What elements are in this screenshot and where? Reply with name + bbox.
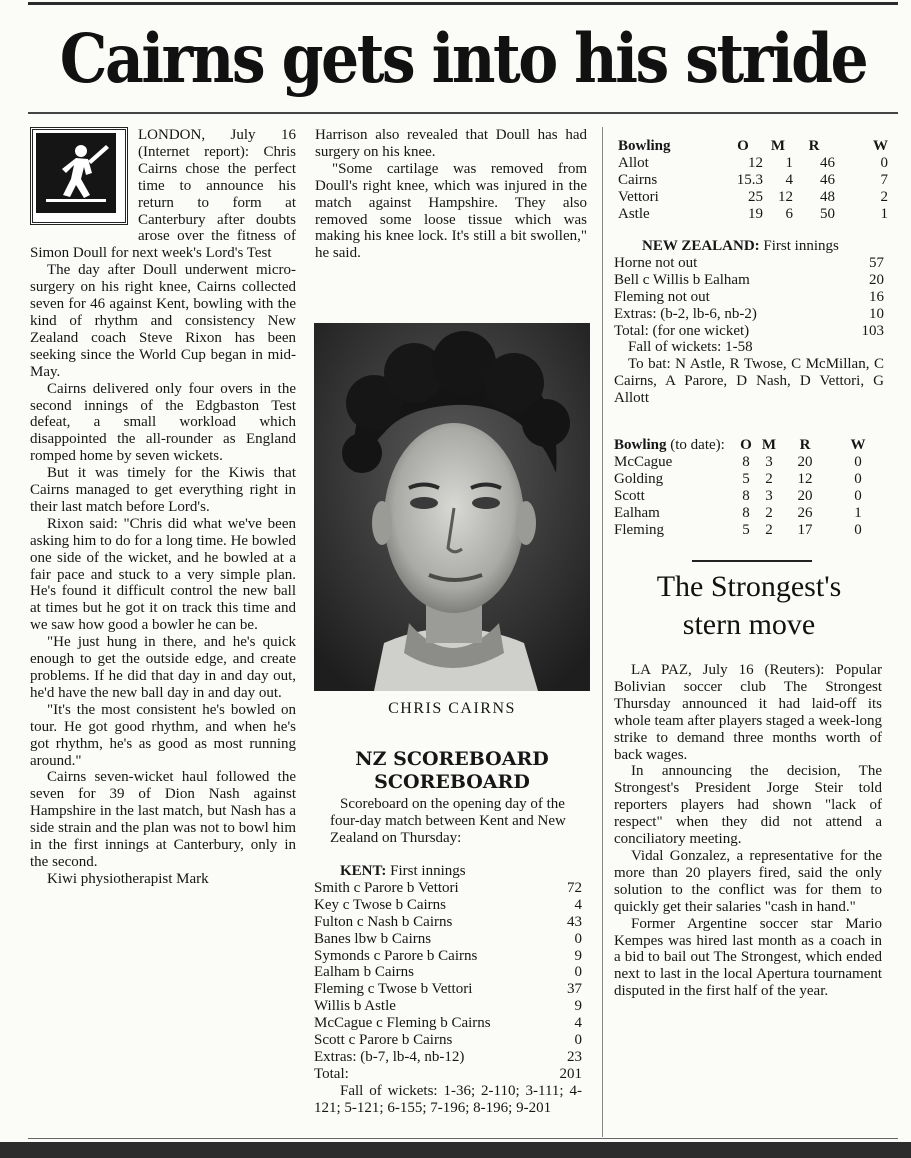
bowling-header-suffix: (to date): [670,437,725,453]
kent-team-label: KENT: [340,863,387,879]
overs: 5 [742,521,750,538]
total-label: Total: (for one wicket) [614,322,750,339]
nz-team-label: NEW ZEALAND: [642,238,760,254]
maidens: 2 [765,504,773,521]
nz-to-bat: To bat: N Astle, R Twose, C McMillan, C Cairns, A Parore, D Nash, D Vettori, G Allott [614,356,884,407]
article-paragraph: LONDON, July 16 (Internet report): Chris Cairns chose the perfect time to announce his return to form at Canterbury after doubts arose over the fitness of Simon Doull for next week's Lord's Test [30,127,296,262]
article-paragraph: Cairns seven-wicket haul followed the seven for 39 of Dion Nash against Hampshire in the last match, but Nash has a side strain and the plan was not to bowl him in the first innings at Canterbury, only in the second. [30,769,296,870]
total-label: Total: [314,1065,349,1082]
nz-fall-of-wickets: Fall of wickets: 1-58 [628,339,753,356]
total-row [614,323,884,340]
batsman-runs: 4 [574,1015,582,1032]
portrait-image [314,323,590,691]
maidens: 2 [765,470,773,487]
scoreboard-intro-text: Scoreboard on the opening day of the four-day match between Kent and New Zealand on Thursday: [330,796,566,846]
batsman-runs: 0 [574,930,582,947]
batting-row [314,897,582,914]
batsman-name: Bell c Willis b Ealham [614,271,750,288]
batting-row [314,948,582,965]
article-paragraph: Cairns delivered only four overs in the second innings of the Edgbaston Test defeat, a small workload which disappointed the all-rounder as England romped home by seven wickets. [30,380,296,465]
bowling-row [614,454,886,471]
article-paragraph: "He just hung in there, and he's quick enough to get the outside edge, and create problems. If he did that day in and day out, he'd have the new ball day in and day out. [30,634,296,701]
total-runs: 201 [559,1065,582,1082]
cricket-logo [30,127,128,225]
side-story-headline [606,568,892,644]
overs: 8 [742,504,750,521]
maidens: 3 [765,453,773,470]
wickets: 1 [880,205,888,222]
maidens: 1 [785,154,793,171]
extras-label: Extras: (b-7, lb-4, nb-12) [314,1048,465,1065]
batsman-runs: 4 [574,896,582,913]
batsman-name: Scott c Parore b Cairns [314,1032,453,1049]
batsman-name: Fleming not out [614,288,710,305]
side-story-headline-line: stern move [682,608,816,641]
batting-row [314,981,582,998]
bowling-header-cell [614,437,734,454]
bowler-name: Allot [618,154,649,171]
bowler-name: Scott [614,487,645,504]
batting-row [314,1015,582,1032]
player-photo [314,323,590,691]
bowling-row [614,505,886,522]
batsman-runs: 0 [574,1032,582,1049]
total-runs: 103 [861,322,884,339]
bowling-header-row [618,138,888,155]
batsman-name: Symonds c Parore b Cairns [314,947,478,964]
batsman-name: Banes lbw b Cairns [314,930,432,947]
bowling-row [614,488,886,505]
wickets: 0 [854,453,862,470]
bowler-name: Fleming [614,521,665,538]
batsman-icon [36,133,116,213]
bowler-name: Cairns [618,171,658,188]
batting-row [614,272,884,289]
runs-conceded: 26 [797,504,813,521]
bowling-row [614,522,886,539]
bowling-header-cell: W [873,138,888,154]
batting-row [314,931,582,948]
overs: 15.3 [736,171,763,188]
bowling-header-cell: M [770,138,786,154]
overs: 8 [742,487,750,504]
article-paragraph: "Some cartilage was removed from Doull's right knee, which was injured in the match against Hampshire. They also removed some loose tissue which was making his knee lock. It's still a bit swollen," he said. [315,160,587,262]
bowler-name: Ealham [614,504,660,521]
bowling-header-cell: R [799,437,811,453]
overs: 5 [742,470,750,487]
side-story-paragraph: Former Argentine soccer star Mario Kempes was hired last month as a coach in a bid to bail out The Strongest, which ended next to last in the local Apertura tournament disputed in the first half of the year. [614,915,882,1000]
bowling-header-cell: O [737,138,749,154]
batsman-name: Smith c Parore b Vettori [314,879,459,896]
wickets: 0 [854,521,862,538]
bowler-name: Golding [614,470,664,487]
wickets: 7 [880,171,888,188]
runs-conceded: 17 [797,521,813,538]
bottom-rule [28,1138,898,1139]
batting-row [614,289,884,306]
runs-conceded: 12 [797,470,813,487]
nz-innings-label: First innings [763,238,839,254]
wickets: 0 [854,470,862,487]
side-story-paragraph: In announcing the decision, The Strongest's President Jorge Steir told reporters players had shown "lack of respect" when they did not attend a conciliatory meeting. [614,763,882,848]
batting-row [314,964,582,981]
overs: 25 [748,188,763,205]
batsman-runs: 0 [574,964,582,981]
article-paragraph: Kiwi physiotherapist Mark [47,870,209,887]
wickets: 1 [854,504,862,521]
bowling-table-kent [614,437,886,538]
headline-rule [28,112,898,114]
bowling-header-cell: R [808,138,820,154]
extras-runs: 10 [869,305,884,322]
bowling-row [618,172,888,189]
overs: 19 [748,205,763,222]
batsman-runs: 9 [574,947,582,964]
scoreboard-title [314,748,590,794]
story-divider [692,560,812,562]
scoreboard-title-line: NZ SCOREBOARD [355,748,549,770]
maidens: 12 [778,188,793,205]
batsman-name: Ealham b Cairns [314,964,414,981]
scoreboard-title-line: SCOREBOARD [374,771,530,793]
article-paragraph: Rixon said: "Chris did what we've been asking him to do for a long time. He bowled one side of the wicket, and he bowled at a fair pace and stuck to a very simple plan. He's found it difficult control the new ball at times but he got it on track this time and we saw how good a bowler he can be. [30,515,296,634]
runs-conceded: 20 [797,453,813,470]
nz-innings [614,238,884,407]
bowling-table-nz [618,138,888,223]
batsman-runs: 37 [567,981,582,998]
batsman-runs: 57 [869,254,884,271]
wickets: 0 [854,487,862,504]
bowler-name: Astle [618,205,650,222]
bowling-row [618,206,888,223]
top-rule [28,2,898,5]
batting-row [314,914,582,931]
bowling-header-cell: Bowling [618,138,671,154]
article-paragraph: But it was timely for the Kiwis that Cairns managed to get everything right in their last match before Lord's. [30,465,296,515]
batting-row [314,880,582,897]
extras-row [614,306,884,323]
next-article-strip [0,1142,911,1158]
batsman-runs: 9 [574,998,582,1015]
bowling-header-cell: M [761,437,777,453]
extras-row [314,1049,582,1066]
bowling-header-cell: W [850,437,866,453]
runs-conceded: 46 [820,171,835,188]
batsman-name: Fulton c Nash b Cairns [314,913,453,930]
bowling-header-cell: O [740,437,752,453]
batting-row [314,1032,582,1049]
batsman-runs: 72 [567,879,582,896]
kent-innings [314,863,582,1117]
bowler-name: Vettori [618,188,659,205]
bowling-header-label: Bowling [614,437,667,453]
batsman-runs: 20 [869,271,884,288]
batting-row [614,255,884,272]
runs-conceded: 46 [820,154,835,171]
runs-conceded: 50 [820,205,835,222]
photo-caption: CHRIS CAIRNS [388,700,516,717]
maidens: 2 [765,521,773,538]
batsman-runs: 43 [567,913,582,930]
batsman-name: Willis b Astle [314,998,396,1015]
nz-innings-header [614,238,884,255]
article-column-1 [30,127,296,888]
bowling-header-row [614,437,886,454]
side-story-body [614,662,882,1000]
headline: Cairns gets into his stride [59,20,867,99]
overs: 8 [742,453,750,470]
batsman-name: Fleming c Twose b Vettori [314,981,473,998]
bowling-row [614,471,886,488]
article-paragraph: "It's the most consistent he's bowled on tour. He got good rhythm, and when he's got rhythm, he's as good as most running around." [30,701,296,769]
side-story-paragraph: Vidal Gonzalez, a representative for the more than 20 players fired, said the only solution to the conflict was for them to quickly get their salaries "cash in hand." [614,847,882,915]
maidens: 4 [785,171,793,188]
maidens: 6 [785,205,793,222]
batsman-name: Horne not out [614,254,698,271]
bowler-name: McCague [614,453,673,470]
batting-row [314,998,582,1015]
scoreboard-intro [330,796,588,847]
article-paragraph: Harrison also revealed that Doull has had surgery on his knee. [315,127,587,160]
batsman-runs: 16 [869,288,884,305]
bowling-row [618,189,888,206]
total-row [314,1066,582,1083]
kent-innings-label: First innings [390,863,466,879]
article-column-2 [315,127,587,262]
kent-fall-of-wickets: Fall of wickets: 1-36; 2-110; 3-111; 4-121; 5-121; 6-155; 7-196; 8-196; 9-201 [314,1082,582,1116]
bowling-row [618,155,888,172]
batsman-name: McCague c Fleming b Cairns [314,1015,491,1032]
side-story-paragraph: LA PAZ, July 16 (Reuters): Popular Bolivian soccer club The Strongest Thursday announced it had laid-off its whole team after players staged a week-long strike to demand three months worth of back wages. [614,662,882,763]
article-paragraph: The day after Doull underwent micro-surgery on his right knee, Cairns collected seven for 46 against Kent, bowling with the kind of rhythm and consistency New Zealand coach Steve Rixon has been seeking since the World Cup began in mid-May. [30,262,296,380]
kent-innings-header [314,863,582,880]
maidens: 3 [765,487,773,504]
side-story-headline-line: The Strongest's [656,570,842,603]
batsman-name: Key c Twose b Cairns [314,896,446,913]
overs: 12 [748,154,763,171]
wickets: 2 [880,188,888,205]
wickets: 0 [880,154,888,171]
runs-conceded: 48 [820,188,835,205]
extras-runs: 23 [567,1048,582,1065]
column-rule [602,127,603,1137]
extras-label: Extras: (b-2, lb-6, nb-2) [614,305,757,322]
runs-conceded: 20 [797,487,813,504]
